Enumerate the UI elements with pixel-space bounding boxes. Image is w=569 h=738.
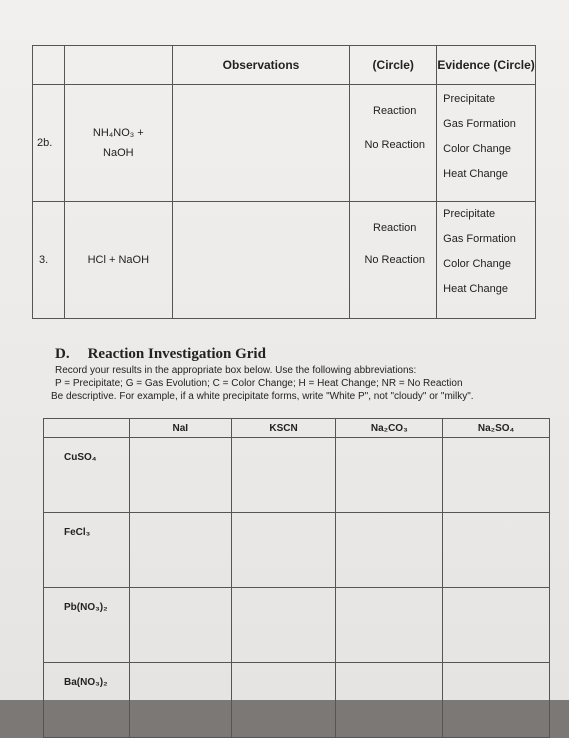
grid-answer-cell[interactable] xyxy=(231,513,336,588)
no-reaction-option[interactable]: No Reaction xyxy=(364,139,425,151)
evidence-choice-cell xyxy=(437,202,536,319)
grid-answer-cell[interactable] xyxy=(231,438,336,513)
reactants-line1: NH₄NO₃ + xyxy=(92,127,144,139)
table-row xyxy=(44,663,550,738)
evidence-option-gas[interactable]: Gas Formation xyxy=(443,233,516,245)
grid-col-header: Na₂CO₃ xyxy=(336,419,443,438)
grid-answer-cell[interactable] xyxy=(336,588,443,663)
grid-answer-cell[interactable] xyxy=(443,588,550,663)
grid-col-header: NaI xyxy=(129,419,231,438)
row-number-cell xyxy=(33,202,65,319)
grid-header-row xyxy=(44,419,550,438)
grid-row-header: CuSO₄ xyxy=(44,438,130,513)
no-reaction-option[interactable]: No Reaction xyxy=(364,254,425,266)
evidence-option-heat[interactable]: Heat Change xyxy=(443,168,508,180)
observations-answer-cell[interactable] xyxy=(172,202,350,319)
table-row xyxy=(33,202,536,319)
section-d-heading xyxy=(55,346,555,363)
row-number: 3. xyxy=(39,254,49,266)
header-circle: (Circle) xyxy=(350,46,437,85)
section-letter: D. xyxy=(55,346,70,362)
grid-corner xyxy=(44,419,130,438)
table-row xyxy=(33,85,536,202)
table-row xyxy=(44,438,550,513)
evidence-choice-cell xyxy=(437,85,536,202)
table-row xyxy=(44,588,550,663)
reactants-line1: HCl + NaOH xyxy=(87,254,150,266)
instruction-line: Record your results in the appropriate box below. Use the following abbreviations: xyxy=(55,365,417,376)
grid-answer-cell[interactable] xyxy=(443,663,550,738)
grid-answer-cell[interactable] xyxy=(129,438,231,513)
header-blank-number xyxy=(33,46,65,85)
reaction-grid xyxy=(43,418,550,738)
section-d-instructions xyxy=(51,346,555,402)
grid-answer-cell[interactable] xyxy=(443,513,550,588)
grid-answer-cell[interactable] xyxy=(336,438,443,513)
header-evidence: Evidence (Circle) xyxy=(437,46,536,85)
header-observations: Observations xyxy=(172,46,350,85)
section-title: Reaction Investigation Grid xyxy=(87,346,266,362)
reaction-choice-cell xyxy=(350,202,437,319)
reactants-cell xyxy=(64,85,172,202)
grid-col-header: KSCN xyxy=(231,419,336,438)
abbreviation-line: P = Precipitate; G = Gas Evolution; C = Color Change; H = Heat Change; NR = No Reaction xyxy=(55,378,463,389)
grid-answer-cell[interactable] xyxy=(129,663,231,738)
grid-answer-cell[interactable] xyxy=(443,438,550,513)
evidence-option-heat[interactable]: Heat Change xyxy=(443,283,508,295)
evidence-option-gas[interactable]: Gas Formation xyxy=(443,118,516,130)
evidence-option-color[interactable]: Color Change xyxy=(443,143,512,155)
grid-row-header: Ba(NO₃)₂ xyxy=(44,663,130,738)
row-number: 2b. xyxy=(37,137,53,149)
grid-answer-cell[interactable] xyxy=(129,588,231,663)
observations-answer-cell[interactable] xyxy=(172,85,350,202)
grid-row-header: FeCl₃ xyxy=(44,513,130,588)
observation-table-header xyxy=(33,46,536,85)
grid-row-header: Pb(NO₃)₂ xyxy=(44,588,130,663)
grid-answer-cell[interactable] xyxy=(129,513,231,588)
observation-table xyxy=(32,45,536,319)
header-blank-reactants xyxy=(64,46,172,85)
evidence-option-precipitate[interactable]: Precipitate xyxy=(443,93,496,105)
row-number-cell xyxy=(33,85,65,202)
example-line: Be descriptive. For example, if a white precipitate forms, write "White P", not "cloudy" or "milky". xyxy=(51,391,474,402)
reactants-line2: NaOH xyxy=(103,147,134,159)
reactants-cell xyxy=(64,202,172,319)
evidence-option-color[interactable]: Color Change xyxy=(443,258,512,270)
grid-col-header: Na₂SO₄ xyxy=(443,419,550,438)
grid-answer-cell[interactable] xyxy=(231,588,336,663)
grid-answer-cell[interactable] xyxy=(336,663,443,738)
evidence-option-precipitate[interactable]: Precipitate xyxy=(443,208,496,220)
reaction-choice-cell xyxy=(350,85,437,202)
table-row xyxy=(44,513,550,588)
reaction-option[interactable]: Reaction xyxy=(373,105,417,117)
grid-answer-cell[interactable] xyxy=(336,513,443,588)
grid-answer-cell[interactable] xyxy=(231,663,336,738)
reaction-option[interactable]: Reaction xyxy=(373,222,417,234)
